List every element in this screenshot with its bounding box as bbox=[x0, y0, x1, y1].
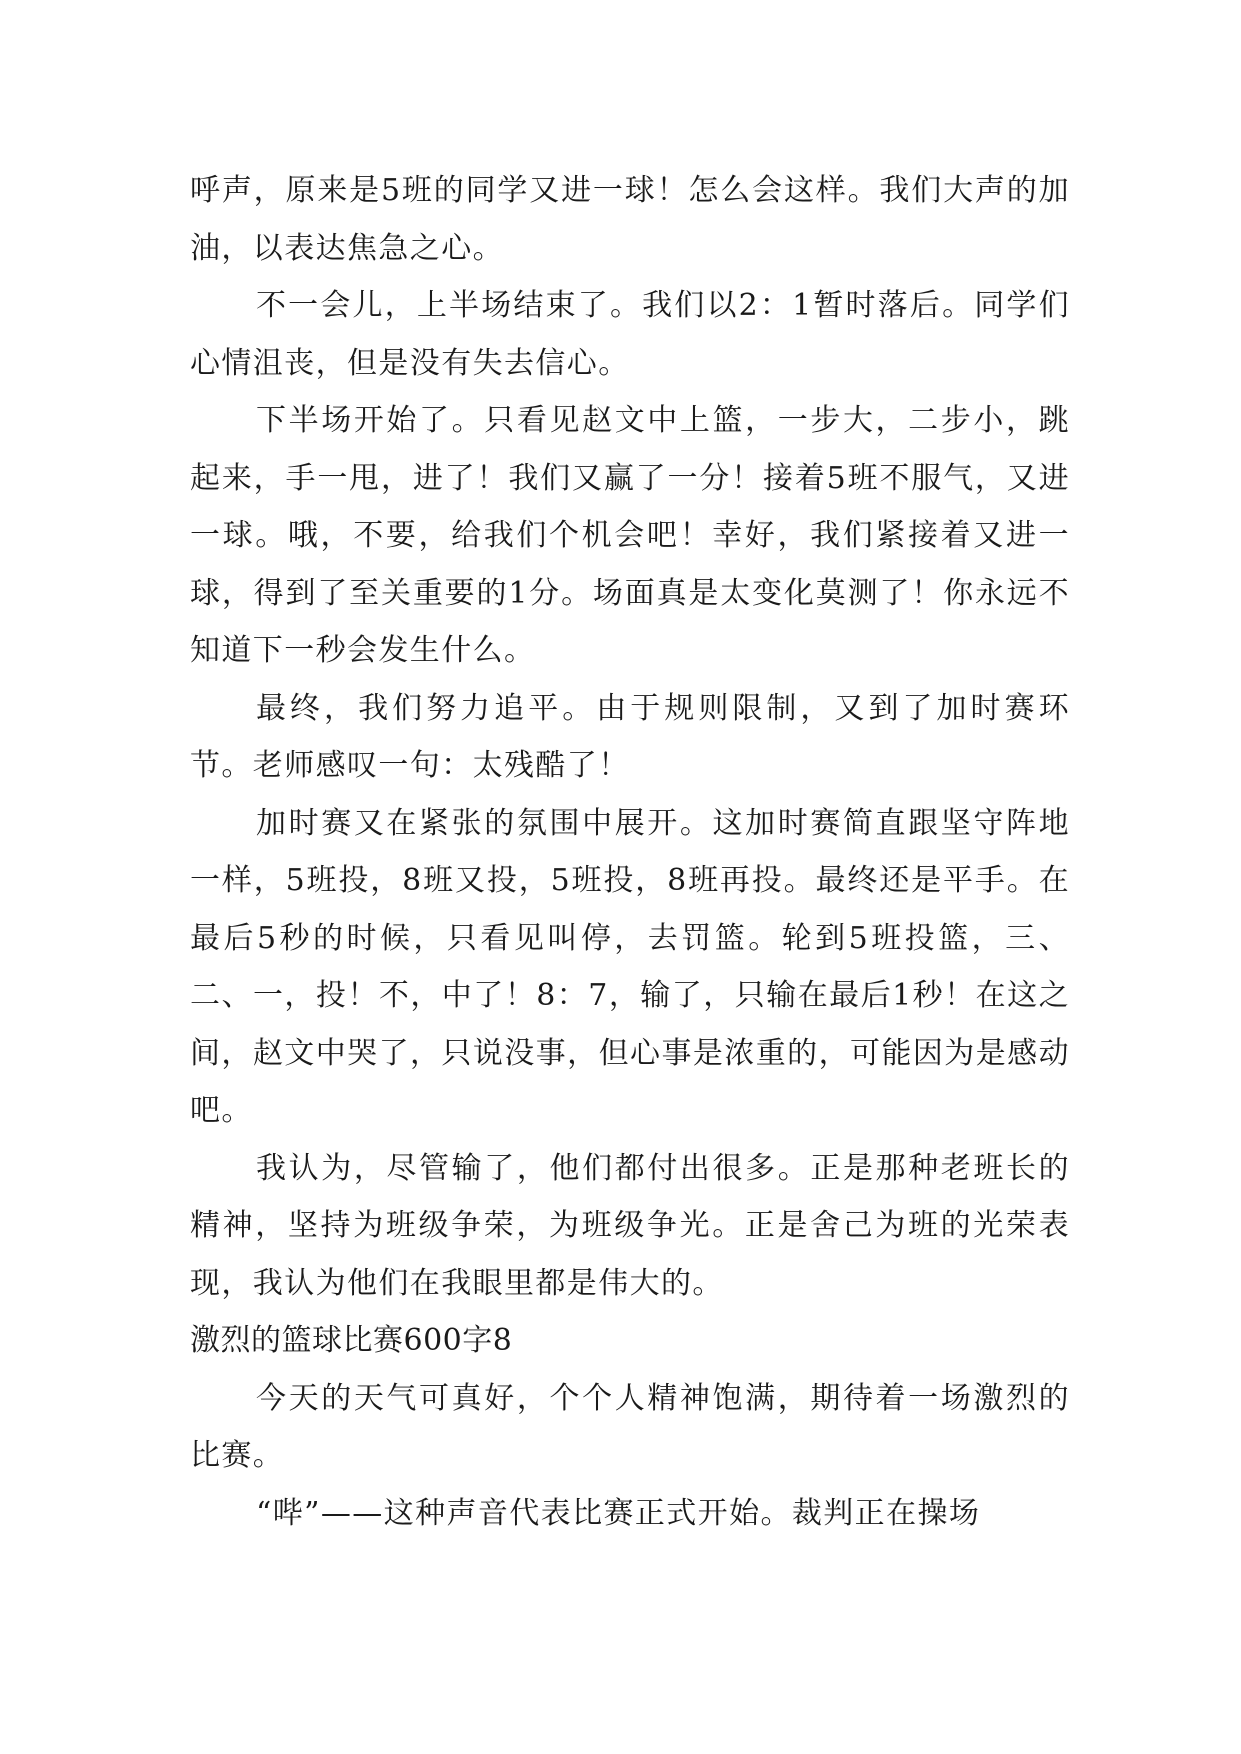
paragraph-1: 呼声，原来是5班的同学又进一球！怎么会这样。我们大声的加油，以表达焦急之心。 bbox=[190, 173, 1070, 266]
paragraph-8: “哔”——这种声音代表比赛正式开始。裁判正在操场 bbox=[256, 1495, 981, 1531]
paragraph-2: 不一会儿，上半场结束了。我们以2：1暂时落后。同学们心情沮丧，但是没有失去信心。 bbox=[190, 288, 1070, 381]
document-page bbox=[190, 162, 1070, 1542]
paragraph-5: 加时赛又在紧张的氛围中展开。这加时赛简直跟坚守阵地一样，5班投，8班又投，5班投，8班再投。最终还是平手。在最后5秒的时候，只看见叫停，去罚篮。轮到5班投篮，三、二、一，投！不，中了！8：7，输了，只输在最后1秒！在这之间，赵文中哭了，只说没事，但心事是浓重的，可能因为是感动吧。 bbox=[190, 805, 1070, 1128]
paragraph-3: 下半场开始了。只看见赵文中上篮，一步大，二步小，跳起来，手一甩，进了！我们又赢了一分！接着5班不服气，又进一球。哦，不要，给我们个机会吧！幸好，我们紧接着又进一球，得到了至关重要的1分。场面真是太变化莫测了！你永远不知道下一秒会发生什么。 bbox=[190, 403, 1070, 668]
paragraph-6: 我认为，尽管输了，他们都付出很多。正是那种老班长的精神，坚持为班级争荣，为班级争光。正是舍己为班的光荣表现，我认为他们在我眼里都是伟大的。 bbox=[190, 1150, 1070, 1301]
section-title: 激烈的篮球比赛600字8 bbox=[190, 1323, 513, 1358]
paragraph-7: 今天的天气可真好，个个人精神饱满，期待着一场激烈的比赛。 bbox=[190, 1380, 1070, 1473]
paragraph-4: 最终，我们努力追平。由于规则限制，又到了加时赛环节。老师感叹一句：太残酷了！ bbox=[190, 690, 1070, 783]
